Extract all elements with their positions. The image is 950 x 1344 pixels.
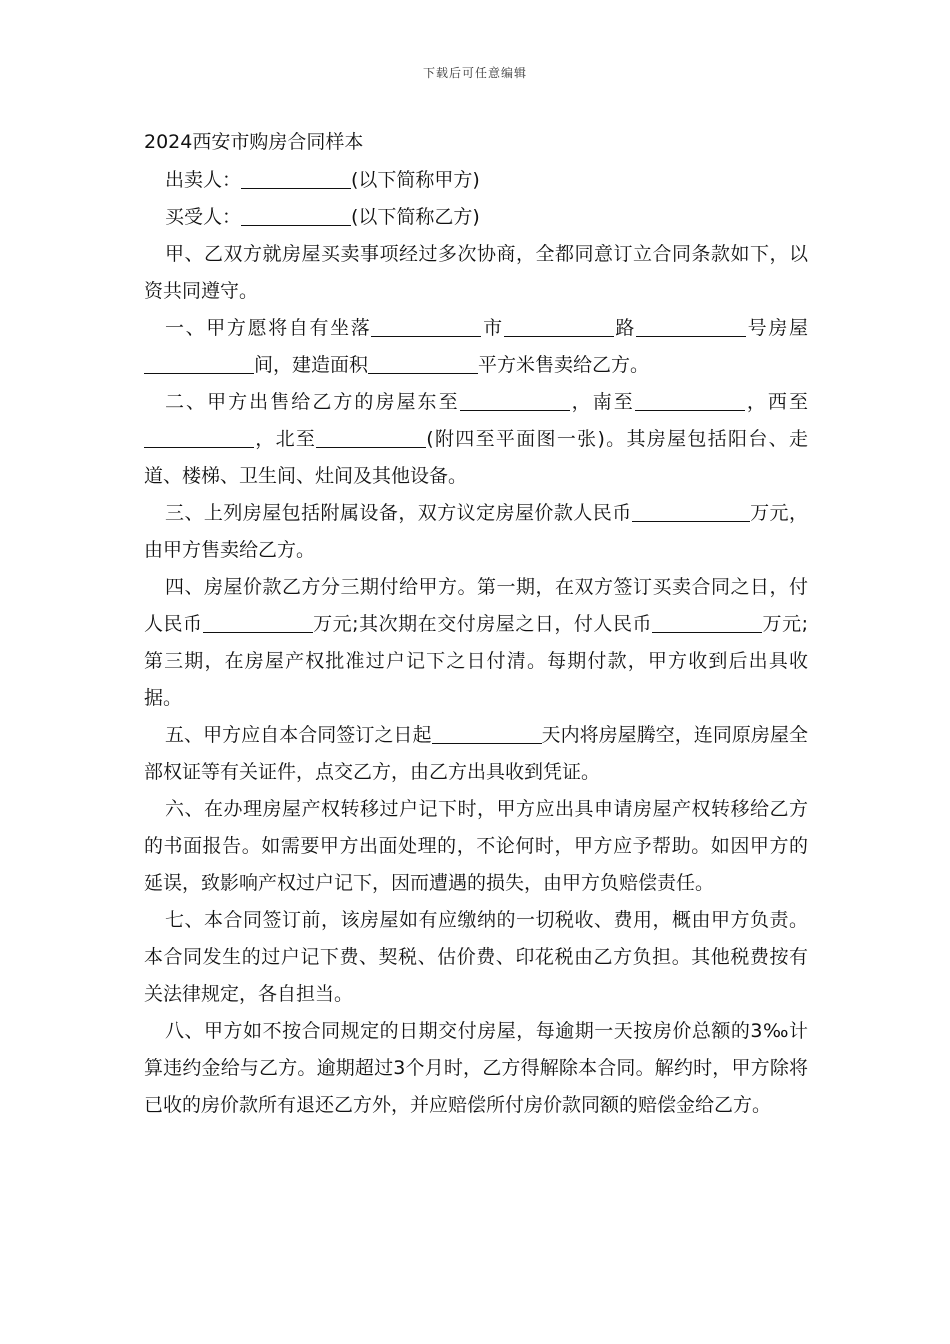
contract-body: [144, 124, 808, 1124]
city-blank[interactable]: [371, 316, 481, 337]
seller-name-blank[interactable]: [241, 168, 351, 189]
buyer-label: 买受人：: [165, 206, 242, 228]
clause-2-text-e: (附四至平面图一张)。其房屋包括阳台、走道、楼梯、卫生间、灶间及其他设备。: [144, 428, 808, 487]
buyer-suffix: (以下简称乙方): [351, 206, 480, 228]
clause-5-text-a: 五、甲方应自本合同签订之日起: [165, 724, 432, 746]
buyer-name-blank[interactable]: [241, 205, 351, 226]
seller-label: 出卖人：: [165, 169, 242, 191]
clause-8: 八、甲方如不按合同规定的日期交付房屋，每逾期一天按房价总额的3‰计算违约金给与乙方。逾期超过3个月时，乙方得解除本合同。解约时，甲方除将已收的房价款所有退还乙方外，并应赔偿所付房价款同额的赔偿金给乙方。: [144, 1020, 808, 1116]
clause-1-text-e: 间，建造面积: [254, 354, 369, 376]
room-count-blank[interactable]: [144, 353, 254, 374]
clause-4-text-c: 万元;第三期，在房屋产权批准过户记下之日付清。每期付款，甲方收到后出具收据。: [144, 613, 808, 709]
clause-2-text-c: ，西至: [744, 391, 808, 413]
clause-4-text-b: 万元;其次期在交付房屋之日，付人民币: [312, 613, 653, 635]
clause-2-text-b: ，南至: [569, 391, 635, 413]
road-blank[interactable]: [504, 316, 614, 337]
clause-3: [144, 495, 808, 569]
clause-1-text-c: 路: [613, 317, 637, 339]
clause-1-text-b: 市: [481, 317, 504, 339]
clause-4-text-a: 四、房屋价款乙方分三期付给甲方。第一期，在双方签订买卖合同之日，付人民币: [144, 576, 808, 635]
page-header-note: 下载后可任意编辑: [422, 66, 527, 80]
clause-5: [144, 717, 808, 791]
clause-4: [144, 569, 808, 717]
vacate-days-blank[interactable]: [432, 723, 542, 744]
buyer-line: [144, 199, 808, 236]
north-boundary-blank[interactable]: [316, 427, 426, 448]
second-payment-blank[interactable]: [652, 612, 762, 633]
clause-3-text-b: 万元，由甲方售卖给乙方。: [144, 502, 808, 561]
clause-1: [144, 310, 808, 384]
clause-6: 六、在办理房屋产权转移过户记下时，甲方应出具申请房屋产权转移给乙方的书面报告。如需要甲方出面处理的，不论何时，甲方应予帮助。如因甲方的延误，致影响产权过户记下，因而遭遇的损失，由甲方负赔偿责任。: [144, 798, 808, 894]
west-boundary-blank[interactable]: [144, 427, 254, 448]
clause-3-text-a: 三、上列房屋包括附属设备，双方议定房屋价款人民币: [165, 502, 632, 524]
document-title: 2024西安市购房合同样本: [144, 131, 364, 153]
house-number-blank[interactable]: [636, 316, 746, 337]
clause-1-text-a: 一、甲方愿将自有坐落: [165, 317, 372, 339]
clause-7: 七、本合同签订前，该房屋如有应缴纳的一切税收、费用，概由甲方负责。本合同发生的过户记下费、契税、估价费、印花税由乙方负担。其他税费按有关法律规定，各自担当。: [144, 909, 808, 1005]
clause-2: [144, 384, 808, 495]
first-payment-blank[interactable]: [203, 612, 313, 633]
south-boundary-blank[interactable]: [635, 390, 745, 411]
east-boundary-blank[interactable]: [460, 390, 570, 411]
intro-paragraph: 甲、乙双方就房屋买卖事项经过多次协商，全都同意订立合同条款如下，以资共同遵守。: [144, 243, 808, 302]
clause-5-text-b: 天内将房屋腾空，连同原房屋全部权证等有关证件，点交乙方，由乙方出具收到凭证。: [144, 724, 808, 783]
total-price-blank[interactable]: [632, 501, 750, 522]
clause-1-text-d: 号房屋: [746, 317, 808, 339]
clause-2-text-a: 二、甲方出售给乙方的房屋东至: [165, 391, 460, 413]
area-blank[interactable]: [368, 353, 478, 374]
seller-suffix: (以下简称甲方): [351, 169, 480, 191]
clause-1-text-f: 平方米售卖给乙方。: [478, 354, 650, 376]
clause-2-text-d: ，北至: [254, 428, 317, 450]
seller-line: [144, 162, 808, 199]
